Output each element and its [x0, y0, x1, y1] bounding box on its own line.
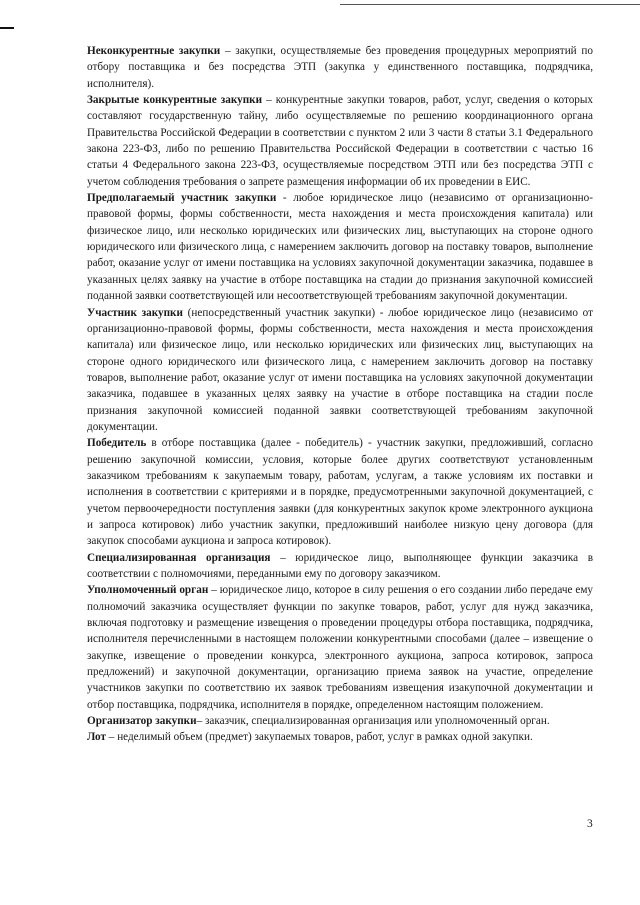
- definition-term: Закрытые конкурентные закупки: [87, 94, 263, 107]
- definition-text: – неделимый объем (предмет) закупаемых товаров, работ, услуг в рамках одной закупки.: [106, 731, 533, 744]
- definition-paragraph: [87, 92, 593, 190]
- definition-paragraph: [87, 729, 593, 745]
- page-number: 3: [587, 818, 593, 830]
- definition-text: – конкурентные закупки товаров, работ, услуг, сведения о которых составляют государственную тайну, либо осуществляемые по решению координационного органа Правительства Российской Федерации в соответствии с пунктом 2 или 3 части 8 статьи 3.1 Федерального закона 223-ФЗ, либо по решению Правительства Российской Федерации в соответствии с частью 16 статьи 4 Федерального закона 223-ФЗ, осуществляемые посредством ЭТП или без посредства ЭТП с учетом соблюдения требования о запрете размещения информации об их проведении в ЕИС.: [87, 94, 593, 188]
- scan-margin-mark: [0, 27, 14, 29]
- definition-text: – юридическое лицо, выполняющее функции заказчика в соответствии с полномочиями, переданными ему по договору заказчиком.: [87, 551, 593, 580]
- definition-term: Уполномоченный орган: [87, 584, 209, 597]
- definition-paragraph: [87, 190, 593, 304]
- definition-term: Победитель: [87, 437, 147, 450]
- definition-term: Лот: [87, 731, 106, 744]
- definition-text: – закупки, осуществляемые без проведения процедурных мероприятий по отбору поставщика и без посредства ЭТП (закупка у единственного поставщика, подрядчика, исполнителя).: [87, 45, 593, 90]
- definition-text: – заказчик, специализированная организация или уполномоченный орган.: [196, 715, 550, 728]
- definition-text: – юридическое лицо, которое в силу решения о его создании либо передаче ему полномочий заказчика осуществляет функции по закупке товаров, работ, услуг для нужд заказчика, включая подготовку и размещение извещения о проведении процедуры отбора поставщика, подрядчика, исполнителя перечисленными в настоящем положении конкурентными способами (далее – извещение о закупке, извещение о проведении конкурса, электронного аукциона, запроса котировок, запроса предложений) и закупочной документации, организацию приема заявок на участие, определение участников закупки по соответствию их заявок требованиям извещения изакупочной документации и отбор поставщика, подрядчика, исполнителя в порядке, определенном настоящим положением.: [87, 584, 593, 711]
- document-body: [87, 43, 593, 746]
- definition-text: - любое юридическое лицо (независимо от организационно-правовой формы, формы собственности, места нахождения и места происхождения капитала) или физическое лицо, или несколько юридических или физических лиц, выступающих на стороне одного юридического или физического лица, с намерением заключить договор на поставку товаров, выполнение работ, оказание услуг от имени поставщика на условиях закупочной документации заказчика, подавшее в указанных целях заявку на участие в отборе поставщика на стадии до признания закупочной комиссией поданной заявки соответствующей или несоответствующей требованиям закупочной документации.: [87, 192, 593, 303]
- definition-paragraph: [87, 435, 593, 549]
- definition-term: Специализированная организация: [87, 551, 271, 564]
- definition-paragraph: [87, 305, 593, 436]
- scan-edge-line: [340, 4, 640, 5]
- definition-term: Организатор закупки: [87, 715, 197, 728]
- definition-paragraph: [87, 43, 593, 92]
- definition-text: в отборе поставщика (далее - победитель) - участник закупки, предложивший, согласно решению закупочной комиссии, условия, которые более других соответствуют установленным заказчиком требованиям к закупаемым товару, работам, услугам, а также условиям их поставки и исполнения в соответствии с критериями и в порядке, предусмотренными закупочной документацией, с учетом первоочередности поступления заявки (для конкурентных закупок кроме электронного аукциона и запроса котировок) либо участник закупки, предложивший наиболее низкую цену договора (для закупок способами аукциона и запроса котировок).: [87, 437, 593, 548]
- definition-paragraph: [87, 550, 593, 583]
- definition-text: (непосредственный участник закупки) - любое юридическое лицо (независимо от организационно-правовой формы, формы собственности, места нахождения и места происхождения капитала) или физическое лицо, или несколько юридических или физических лиц, выступающих на стороне одного юридического или физического лица, с намерением заключить договор на поставку товаров, выполнение работ, оказание услуг от имени поставщика на условиях закупочной документации заказчика, подавшее в указанных целях заявку на участие в отборе поставщика на стадии после признания закупочной комиссией поданной заявки соответствующей требованиям закупочной документации.: [87, 306, 593, 433]
- definition-paragraph: [87, 582, 593, 713]
- definition-term: Неконкурентные закупки: [87, 45, 221, 57]
- definition-paragraph: [87, 713, 593, 729]
- definition-term: Предполагаемый участник закупки: [87, 192, 277, 205]
- definition-term: Участник закупки: [87, 306, 183, 319]
